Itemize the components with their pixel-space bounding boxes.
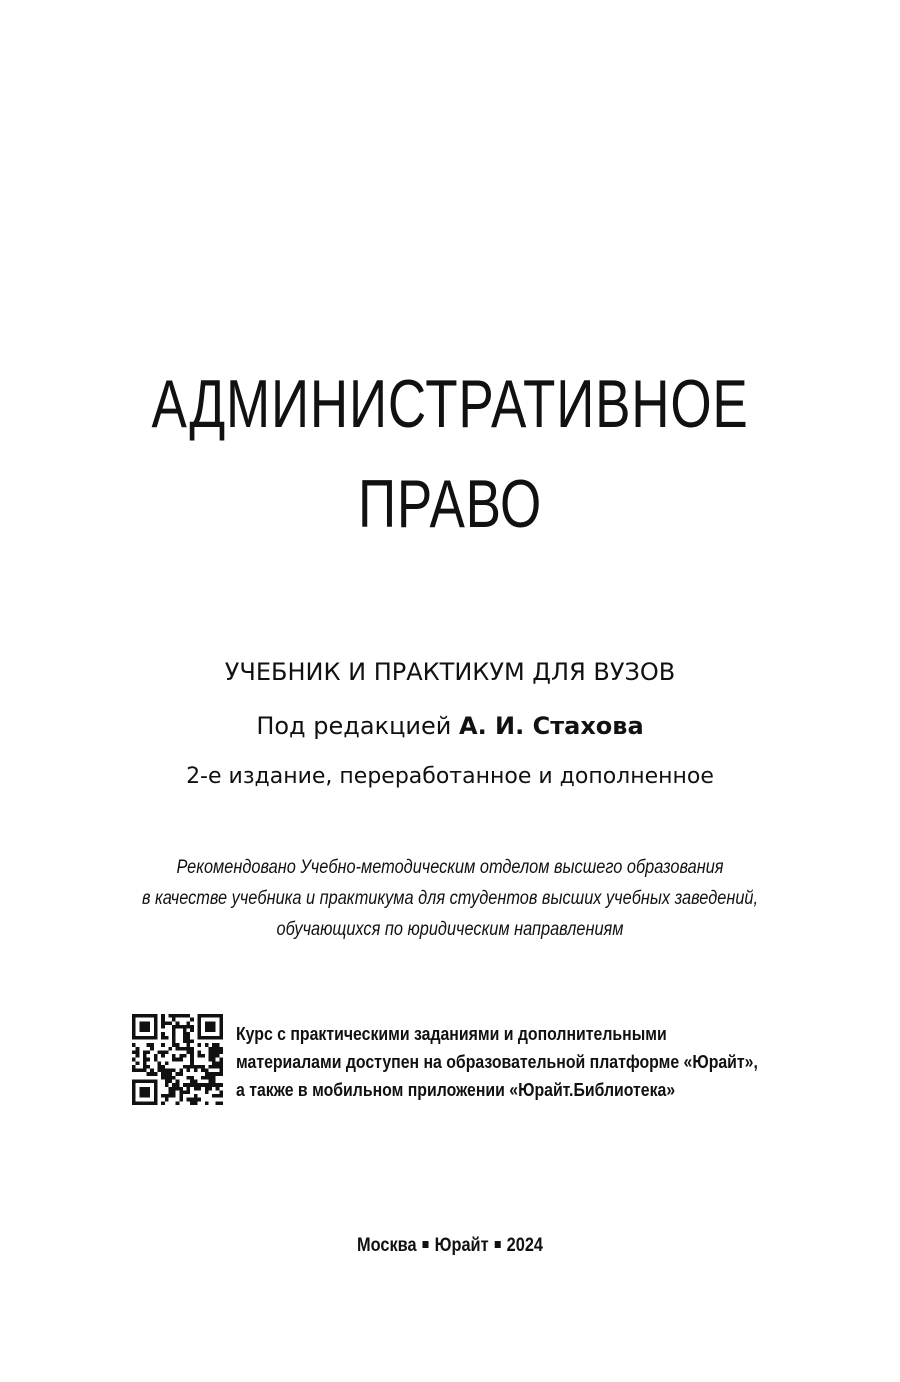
book-title-line-2: ПРАВО bbox=[357, 466, 543, 542]
recommendation-block bbox=[63, 852, 837, 945]
book-subtitle: УЧЕБНИК И ПРАКТИКУМ ДЛЯ ВУЗОВ bbox=[224, 658, 676, 686]
editor-name: А. И. Стахова bbox=[459, 712, 644, 740]
editor-line bbox=[0, 712, 900, 740]
qr-code-icon[interactable] bbox=[132, 1014, 223, 1105]
edition-note: 2-е издание, переработанное и дополненное bbox=[186, 764, 714, 789]
course-note bbox=[236, 1020, 758, 1104]
book-title-line-1: АДМИНИСТРАТИВНОЕ bbox=[151, 366, 749, 442]
course-note-line: Курс с практическими заданиями и дополнительными bbox=[236, 1024, 667, 1044]
imprint-city: Москва bbox=[356, 1235, 417, 1256]
imprint-year: 2024 bbox=[506, 1235, 544, 1256]
recommendation-line: в качестве учебника и практикума для студентов высших учебных заведений, bbox=[141, 888, 759, 909]
course-note-line: материалами доступен на образовательной платформе «Юрайт», bbox=[236, 1052, 758, 1072]
square-bullet-icon bbox=[423, 1241, 429, 1248]
recommendation-line: обучающихся по юридическим направлениям bbox=[276, 919, 624, 940]
editor-prefix: Под редакцией bbox=[256, 712, 452, 740]
course-note-line: а также в мобильном приложении «Юрайт.Библиотека» bbox=[236, 1080, 676, 1100]
imprint-line bbox=[63, 1235, 837, 1257]
square-bullet-icon bbox=[495, 1241, 501, 1248]
imprint-publisher: Юрайт bbox=[434, 1235, 489, 1256]
recommendation-line: Рекомендовано Учебно-методическим отделом высшего образования bbox=[176, 857, 724, 878]
